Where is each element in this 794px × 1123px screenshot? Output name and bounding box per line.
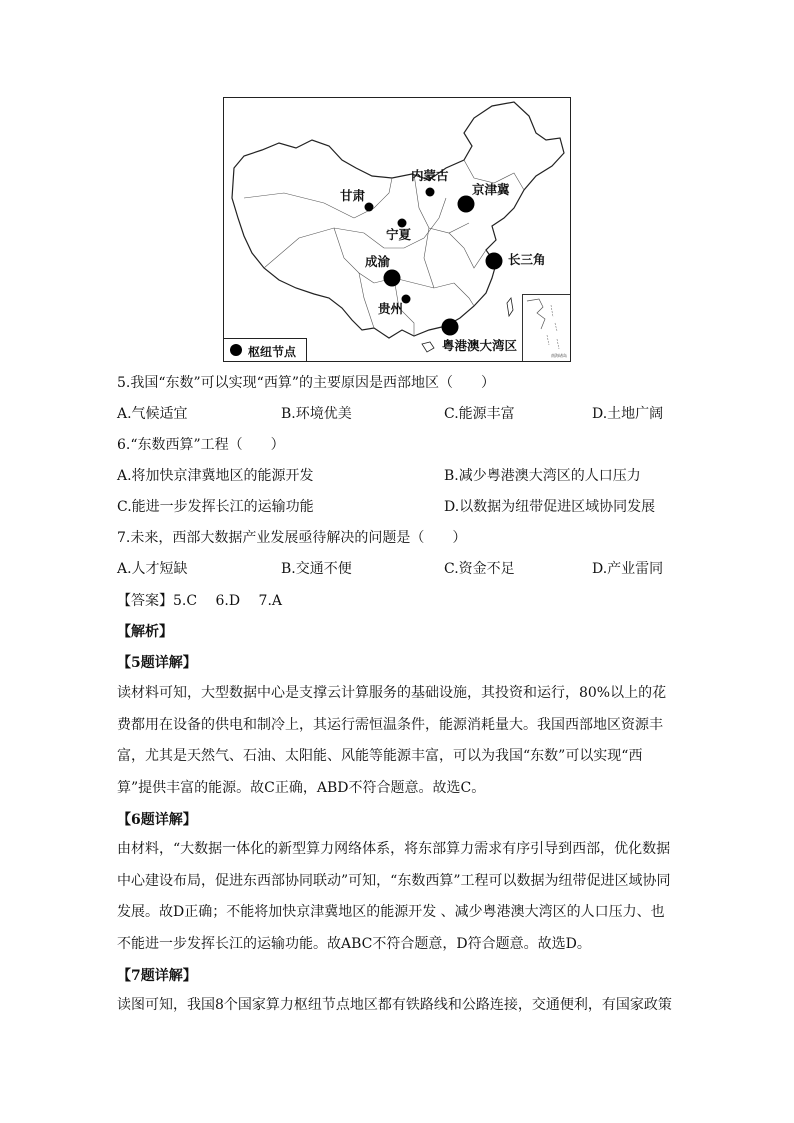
china-map-figure <box>223 97 571 362</box>
q6-option-a: A.将加快京津冀地区的能源开发 <box>117 468 314 484</box>
taiwan-island <box>507 298 513 316</box>
q7-option-a: A.人才短缺 <box>117 561 188 577</box>
label-jingjinji: 京津冀 <box>472 182 510 197</box>
q7-option-d: D.产业雷同 <box>592 561 664 577</box>
label-chengyu: 成渝 <box>365 254 391 269</box>
analysis-heading: 【解析】 <box>117 624 173 640</box>
detail-6-heading: 【6题详解】 <box>117 812 197 828</box>
q6-option-b: B.减少粤港澳大湾区的人口压力 <box>444 468 641 484</box>
node-jingjinji <box>458 196 475 213</box>
q5-option-d: D.土地广阔 <box>592 406 664 422</box>
detail-5-body: 读材料可知，大型数据中心是支撑云计算服务的基础设施，其投资和运行，80%以上的花费都用在设备的供电和制冷上，其运行需恒温条件，能源消耗量大。我国西部地区资源丰富，尤其是天然气、石油、太阳能、风能等能源丰富，可以为我国“东数”可以实现“西算”提供丰富的能源。故C正确，ABD不符合题意。故选C。 <box>117 685 667 796</box>
node-chengyu <box>384 270 401 287</box>
q5-option-a: A.气候适宜 <box>117 406 188 422</box>
q6-option-c: C.能进一步发挥长江的运输功能 <box>117 499 314 515</box>
label-changsanjiao: 长三角 <box>508 252 546 267</box>
node-neimenggu <box>426 188 435 197</box>
label-neimenggu: 内蒙古 <box>411 168 449 183</box>
detail-6-body: 由材料，“大数据一体化的新型算力网络体系，将东部算力需求有序引导到西部，优化数据中心建设布局，促进东西部协同联动”可知，“东数西算”工程可以数据为纽带促进区域协同发展。故D正确；不能将加快京津冀地区的能源开发 、减少粤港澳大湾区的人口压力、也不能进一步发挥长江的运输功能。故ABC不符合题意，D符合题意。故选D。 <box>117 841 671 952</box>
south-china-sea-inset <box>522 294 570 361</box>
node-changsanjiao <box>486 253 503 270</box>
q6-option-d: D.以数据为纽带促进区域协同发展 <box>444 499 656 515</box>
legend-label: 枢纽节点 <box>248 345 297 359</box>
label-ningxia: 宁夏 <box>386 227 412 242</box>
label-guizhou: 贵州 <box>378 301 404 316</box>
q7-option-c: C.资金不足 <box>444 561 515 577</box>
q5-option-c: C.能源丰富 <box>444 406 515 422</box>
q6-stem: 6.“东数西算”工程（ ） <box>117 437 285 453</box>
legend-dot-icon <box>230 344 242 356</box>
label-yuegangao: 粤港澳大湾区 <box>442 338 518 353</box>
answer-line: 【答案】5.C 6.D 7.A <box>117 593 283 609</box>
q7-stem: 7.未来，西部大数据产业发展亟待解决的问题是（ ） <box>117 530 467 546</box>
hainan-island <box>422 342 434 352</box>
node-gansu <box>365 203 374 212</box>
label-gansu: 甘肃 <box>340 188 366 203</box>
detail-5-heading: 【5题详解】 <box>117 655 197 671</box>
q5-stem: 5.我国“东数”可以实现“西算”的主要原因是西部地区（ ） <box>117 375 495 391</box>
q7-option-b: B.交通不便 <box>281 561 352 577</box>
q5-option-b: B.环境优美 <box>281 406 352 422</box>
detail-7-heading: 【7题详解】 <box>117 968 197 984</box>
inset-outline <box>523 295 570 361</box>
inset-caption: 南海诸岛 <box>551 353 567 358</box>
node-yuegangao <box>442 319 459 336</box>
detail-7-body: 读图可知，我国8个国家算力枢纽节点地区都有铁路线和公路连接，交通便利，有国家政策 <box>117 997 672 1013</box>
map-legend <box>224 338 307 361</box>
